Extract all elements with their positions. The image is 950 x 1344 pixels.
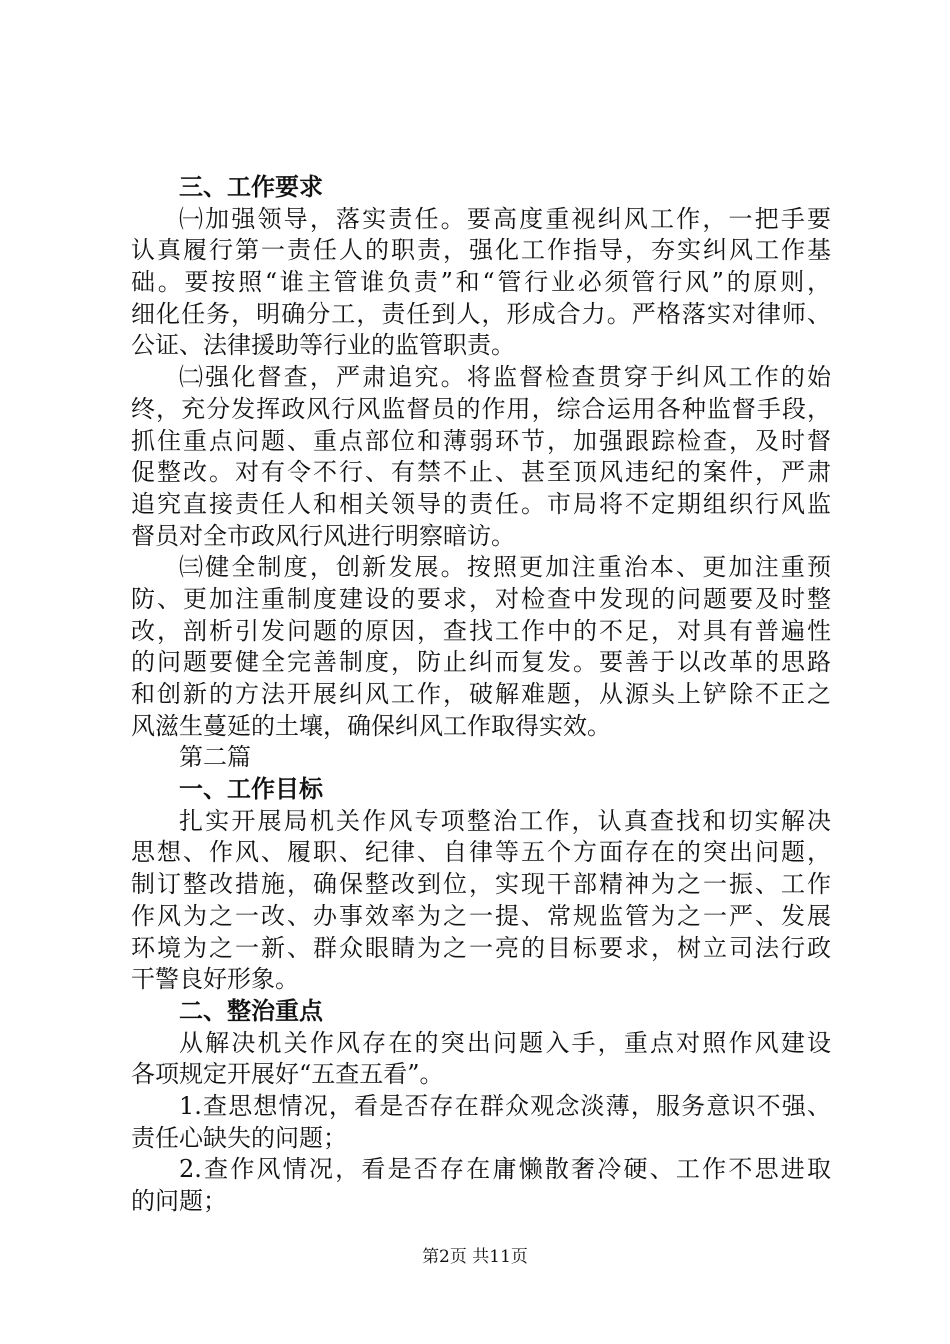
text-line: 作风为之一改、办事效率为之一提、常规监管为之一严、发展 — [131, 901, 831, 930]
text-line: 环境为之一新、群众眼睛为之一亮的目标要求，树立司法行政 — [131, 933, 831, 962]
text-line: 扎实开展局机关作风专项整治工作，认真查找和切实解决 — [179, 806, 831, 835]
text-line: 改，剖析引发问题的原因，查找工作中的不足，对具有普遍性 — [131, 616, 831, 645]
document-body — [131, 172, 831, 1218]
text-line: 终，充分发挥政风行风监督员的作用，综合运用各种监督手段， — [131, 394, 831, 423]
text-line: 防、更加注重制度建设的要求，对检查中发现的问题要及时整 — [131, 584, 831, 613]
section-heading: 二、整治重点 — [179, 996, 323, 1025]
text-line: ㈡强化督查，严肃追究。将监督检查贯穿于纠风工作的始 — [179, 363, 831, 392]
text-line: 的问题； — [131, 1187, 227, 1215]
text-line: ㈠加强领导，落实责任。要高度重视纠风工作，一把手要 — [179, 204, 831, 233]
text-line: 和创新的方法开展纠风工作，破解难题，从源头上铲除不正之 — [131, 680, 831, 708]
text-line: 抓住重点问题、重点部位和薄弱环节，加强跟踪检查，及时督 — [131, 426, 831, 455]
text-line: 细化任务，明确分工，责任到人，形成合力。严格落实对律师、 — [131, 299, 831, 328]
text-line: 2.查作风情况，看是否存在庸懒散奢冷硬、工作不思进取 — [179, 1155, 831, 1184]
text-line: 公证、法律援助等行业的监管职责。 — [131, 331, 515, 360]
text-line: 思想、作风、履职、纪律、自律等五个方面存在的突出问题， — [131, 838, 831, 867]
text-line: 第二篇 — [179, 743, 251, 772]
text-line: 促整改。对有令不行、有禁不止、甚至顶风违纪的案件，严肃 — [131, 458, 831, 487]
section-heading: 三、工作要求 — [179, 173, 323, 201]
text-line: 风滋生蔓延的土壤，确保纠风工作取得实效。 — [131, 711, 611, 740]
text-line: 责任心缺失的问题； — [131, 1123, 347, 1152]
text-line: 各项规定开展好“五查五看”。 — [131, 1060, 444, 1089]
text-line: 制订整改措施，确保整改到位，实现干部精神为之一振、工作 — [131, 870, 831, 899]
page-footer: 第2页 共11页 — [422, 1247, 528, 1267]
text-line: 认真履行第一责任人的职责，强化工作指导，夯实纠风工作基 — [131, 236, 831, 265]
text-line: 1.查思想情况，看是否存在群众观念淡薄，服务意识不强、 — [179, 1091, 831, 1120]
text-line: 从解决机关作风存在的突出问题入手，重点对照作风建设 — [179, 1028, 831, 1057]
text-line: 础。要按照“谁主管谁负责”和“管行业必须管行风”的原则， — [131, 268, 831, 297]
section-heading: 一、工作目标 — [179, 775, 323, 804]
text-line: 干警良好形象。 — [131, 965, 299, 994]
text-line: 追究直接责任人和相关领导的责任。市局将不定期组织行风监 — [131, 489, 831, 518]
text-line: 的问题要健全完善制度，防止纠而复发。要善于以改革的思路 — [131, 648, 831, 677]
text-line: 督员对全市政风行风进行明察暗访。 — [131, 521, 515, 550]
text-line: ㈢健全制度，创新发展。按照更加注重治本、更加注重预 — [179, 553, 831, 582]
